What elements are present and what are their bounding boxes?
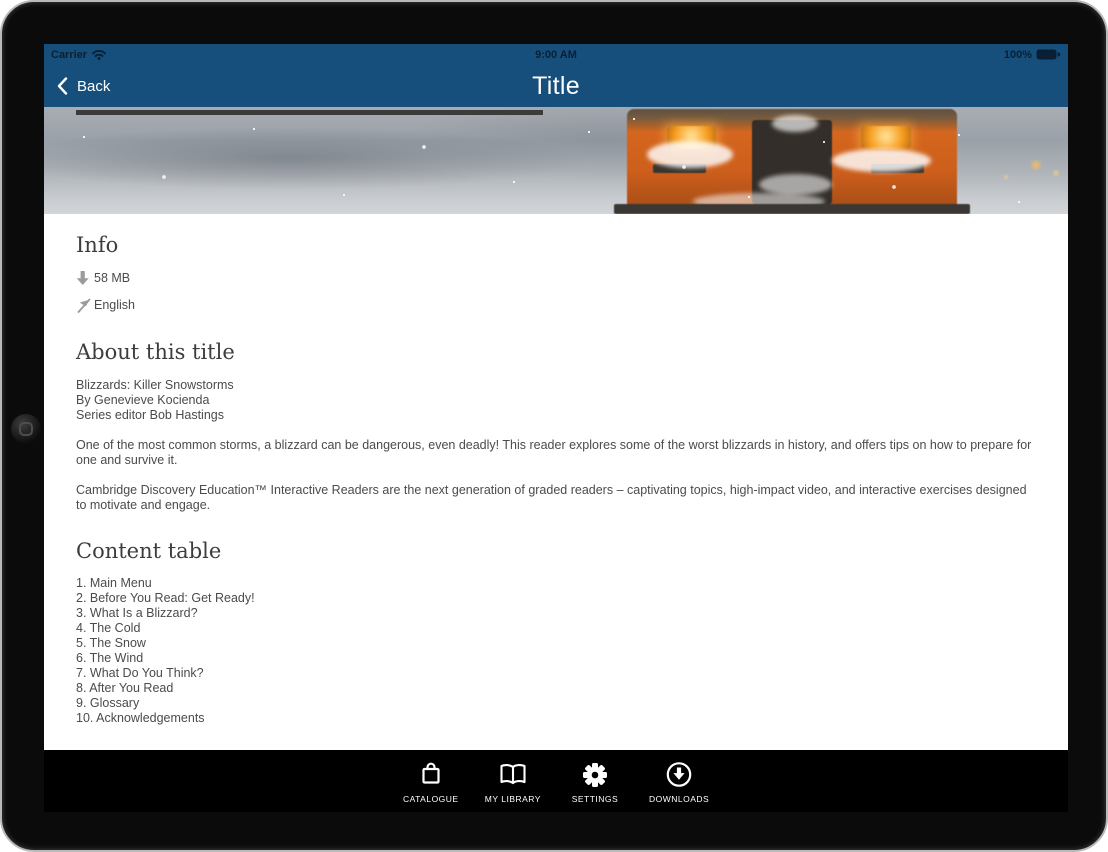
info-section-heading: Info: [76, 233, 119, 257]
series-editor-line: Series editor Bob Hastings: [76, 408, 224, 422]
tab-my-library[interactable]: [485, 759, 541, 804]
scrolled-panel-top-edge: [76, 110, 543, 115]
content-table-heading: Content table: [76, 539, 222, 563]
battery-percent-label: 100%: [1003, 48, 1032, 61]
file-size-label: 58 MB: [94, 270, 131, 285]
page-title: Title: [532, 71, 580, 100]
book-title-line: Blizzards: Killer Snowstorms: [76, 378, 234, 392]
tab-settings[interactable]: [567, 759, 623, 804]
language-row: [76, 296, 1036, 313]
description-paragraph: One of the most common storms, a blizzard can be dangerous, even deadly! This reader explores some of the worst blizzards in history, and offers tips on how to prepare for one and survive it.: [76, 438, 1032, 467]
tab-downloads[interactable]: [649, 759, 709, 804]
toc-item: 3. What Is a Blizzard?: [76, 606, 198, 620]
book-credits: [76, 378, 1036, 423]
toc-item: 7. What Do You Think?: [76, 666, 204, 680]
gear-icon: [580, 759, 610, 789]
download-arrow-icon: [76, 269, 92, 286]
about-section-heading: About this title: [76, 340, 235, 364]
toc-item: 2. Before You Read: Get Ready!: [76, 591, 255, 605]
carrier-label: Carrier: [51, 48, 88, 61]
toc-item: 4. The Cold: [76, 621, 141, 635]
status-time: 9:00 AM: [535, 48, 577, 61]
toc-item: 9. Glossary: [76, 696, 140, 710]
tab-catalogue-label: CATALOGUE: [402, 793, 459, 804]
series-paragraph: Cambridge Discovery Education™ Interactive Readers are the next generation of graded readers – captivating topics, high-impact video, and interactive exercises designed to motivate and engage.: [76, 483, 1027, 512]
hero-image-blizzard-snowplow: [44, 107, 1068, 214]
tab-catalogue[interactable]: [403, 759, 459, 804]
bottom-tab-bar: [44, 750, 1068, 812]
shopping-bag-icon: [416, 759, 446, 789]
toc-item: 1. Main Menu: [76, 576, 152, 590]
toc-item: 10. Acknowledgements: [76, 711, 205, 725]
tab-settings-label: SETTINGS: [571, 793, 619, 804]
download-circle-icon: [664, 759, 694, 789]
book-author-line: By Genevieve Kocienda: [76, 393, 210, 407]
snowplow-truck-illustration: [627, 109, 957, 214]
toc-item: 6. The Wind: [76, 651, 144, 665]
tab-downloads-label: DOWNLOADS: [648, 793, 710, 804]
home-button[interactable]: [11, 414, 41, 444]
navigation-bar: [44, 65, 1068, 107]
content-table-list: [76, 576, 1036, 726]
toc-item: 5. The Snow: [76, 636, 146, 650]
language-label: English: [94, 297, 135, 312]
toc-item: 8. After You Read: [76, 681, 174, 695]
file-size-row: [76, 269, 1036, 286]
tab-my-library-label: MY LIBRARY: [484, 793, 541, 804]
back-label: Back: [77, 77, 111, 95]
open-book-icon: [497, 759, 529, 789]
app-screen: [44, 44, 1068, 812]
status-bar: [44, 44, 1068, 65]
book-info-content: [44, 214, 1068, 750]
flag-icon: [76, 296, 92, 313]
